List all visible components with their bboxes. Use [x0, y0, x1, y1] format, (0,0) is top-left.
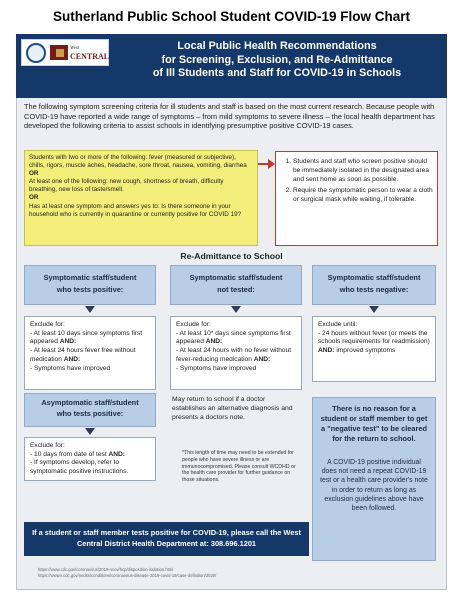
heading-symptomatic-not-tested: Symptomatic staff/student not tested: [170, 265, 302, 305]
heading-asymptomatic-positive: Asymptomatic staff/student who tests positive: [24, 393, 156, 427]
footnote-text: *This length of time may need to be extended for people who have severe illness or are immunocompromised. Please consult WCDHD or the health care provider for further guidance on those situations. [182, 450, 296, 484]
arrow-down-icon [231, 306, 241, 313]
negative-test-info-panel [312, 397, 436, 561]
exclusion-box-asymptomatic-positive: Exclude for: - 10 days from date of test AND: - If symptoms develop, refer to symptomatic positive instructions. [24, 437, 156, 481]
arrow-down-icon [85, 428, 95, 435]
source-link[interactable]: https://www.cdc.gov/coronavirus/2019-ncov/hcp/disposition-isolation.html [38, 567, 174, 572]
header-title: Local Public Health Recommendations for Screening, Exclusion, and Re-Admittance of Ill Students and Staff for COVID-19 in Schools [152, 40, 402, 79]
contact-banner: If a student or staff member tests positive for COVID-19, please call the West Central District Health Department at: 308.696.1201 [24, 522, 309, 556]
doctor-note-text: May return to school if a doctor establishes an alternative diagnosis and presents a doctors note. [172, 396, 293, 421]
logo-text-west: West [70, 46, 80, 51]
logo-text-central: CENTRAL [70, 52, 110, 61]
no-negative-test-needed-text: There is no reason for a student or staff member to get a "negative test" to be cleared for the return to school. [320, 404, 428, 443]
action-item: 1. Students and staff who screen positive should be immediately isolated in the designated area and sent home as soon as possible. [293, 157, 433, 185]
screen-positive-actions-box [275, 151, 438, 246]
repeat-test-not-needed-text: A COVID-19 positive individual does not need a repeat COVID-19 test or a health care provider's note in order to return as long as exclusion guidelines above have been followed. [320, 459, 428, 513]
intro-paragraph: The following symptom screening criteria for ill students and staff is based on the most current research. Because people with COVID-19 have reported a wide range of symptoms – from mild symptoms to severe illness – the local health department has developed the following criteria to assist schools in identifying presumptive positive COVID-19 cases. [24, 102, 435, 131]
page-title: Sutherland Public School Student COVID-19 Flow Chart [52, 9, 411, 24]
screening-criteria-box: Students with two or more of the following: fever (measured or subjective), chills, rigors, muscle aches, headache, sore throat, nausea, vomiting, diarrhea OR At least one of the following: new cough, shortness of breath, difficulty breathing, new loss of taste/smell. OR Has at least one symptom and answers yes to: Is there someone in your household who is currently in quarantine or currently positive for COVID 19? [24, 150, 258, 246]
seal-icon [26, 43, 46, 63]
arrow-down-icon [85, 306, 95, 313]
exclusion-box-symptomatic-positive: Exclude for: - At least 10 days since symptoms first appeared AND: - At least 24 hours fever free without medication AND: - Symptoms have improved [24, 316, 156, 390]
exclusion-box-not-tested: Exclude for: - At least 10* days since symptoms first appeared AND: - At least 24 hours with no fever without fever-reducing medication AND: - Symptoms have improved [170, 316, 302, 390]
heading-symptomatic-positive: Symptomatic staff/student who tests positive: [24, 265, 156, 305]
header-banner [16, 34, 447, 98]
action-list [282, 157, 433, 204]
source-links [38, 567, 308, 579]
exclusion-box-negative: Exclude until: - 24 hours without fever (or meets the schools requirements for readmission) AND: improved symptoms [312, 316, 436, 382]
action-item: 2. Require the symptomatic person to wear a cloth or surgical mask while waiting, if tolerable. [293, 186, 433, 204]
health-department-logo [21, 39, 109, 66]
heading-symptomatic-negative: Symptomatic staff/student who tests negative: [312, 265, 436, 305]
arrow-down-icon [369, 306, 379, 313]
readmittance-title: Re-Admittance to School [180, 251, 283, 261]
source-link[interactable]: https://wwwn.cdc.gov/nndss/conditions/coronavirus-disease-2019-covid-19/case-definition/2020/ [38, 573, 217, 578]
